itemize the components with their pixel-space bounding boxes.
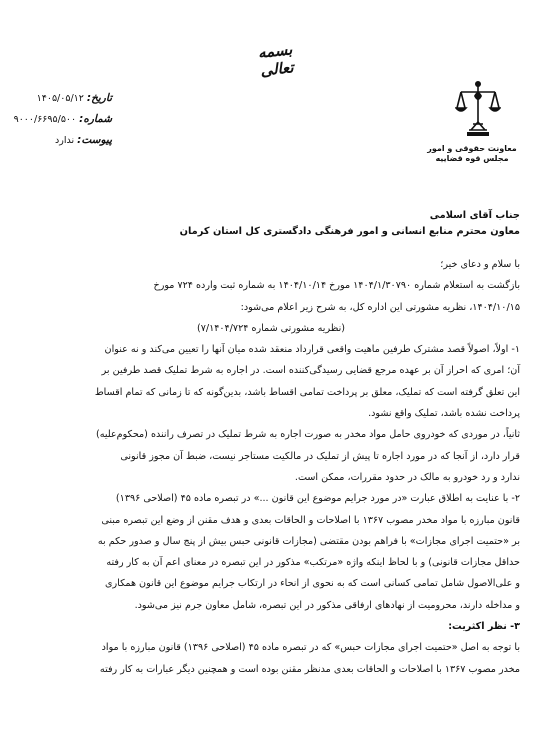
addressee-title: معاون محترم منابع انسانی و امور فرهنگی دادگستری کل استان کرمان — [179, 226, 520, 237]
paragraph-line: قرار دارد، از آنجا که در مورد اجاره تا پیش از تملیک در مالکیت مستاجر نیست، ضبط آن مجوز قانونی — [120, 450, 520, 462]
greeting: با سلام و دعای خیر؛ — [440, 259, 520, 270]
paragraph-line: آن؛ امری که احراز آن بر عهده مرجع قضایی رسیدگی‌کننده است. در اجاره به شرط تملیک قصد طرفین بر — [101, 365, 520, 377]
paragraph-line: ۲- با عنایت به اطلاق عبارت «در مورد جرایم موضوع این قانون ...» در تبصره ماده ۴۵ (اصلاحی ۱۳۹۶) — [115, 493, 520, 505]
bismillah-heading: بسمه تعالی — [257, 40, 295, 80]
attachment-row — [8, 130, 112, 151]
paragraph-line: ۱- اولاً، اصولاً قصد مشترک طرفین ماهیت واقعی قرارداد منعقد شده میان آنها را تعیین می‌کند و نه عنوان — [104, 344, 520, 356]
addressee-name: جناب آقای اسلامی — [429, 210, 520, 221]
number-row — [8, 109, 112, 130]
organization-caption: معاونت حقوقی و امور مجلس قوه قضاییه — [427, 144, 517, 163]
intro-line: ۱۴۰۴/۱۰/۱۵، نظریه مشورتی این اداره کل، به شرح زیر اعلام می‌شود: — [240, 301, 520, 313]
intro-line: بازگشت به استعلام شماره ۱۴۰۴/۱/۳۰۷۹۰ مورخ ۱۴۰۴/۱۰/۱۴ به شماره ثبت وارده ۷۲۴ مورخ — [153, 280, 520, 292]
opinion-reference: (نظریه مشورتی شماره ۷/۱۴۰۴/۷۲۴) — [196, 322, 346, 334]
paragraph-line: بر «حتمیت اجرای مجازات» با فراهم بودن مقتضی (مجازات قانونی حبس بیش از پنج سال و صدور حکم به — [97, 535, 520, 547]
section-heading: ۳- نظر اکثریت: — [448, 621, 520, 633]
attachment-label: پیوست: — [77, 134, 112, 146]
letter-body — [22, 209, 520, 680]
paragraph-line: این تعلق گرفته است که تملیک، معلق بر پرداخت تمامی اقساط باشد، بدین‌گونه که تا زمانی که تمام اقساط — [94, 386, 520, 398]
date-value: ۱۴۰۵/۰۵/۱۲ — [36, 93, 84, 104]
letter-metadata — [8, 88, 112, 151]
paragraph-line: و علی‌الاصول شامل تمامی کسانی است که به نحوی از انحاء در ارتکاب جرایم موضوع این قانون همکاری — [105, 578, 520, 590]
paragraph-line: قانون مبارزه با مواد مخدر مصوب ۱۳۶۷ با اصلاحات و الحاقات بعدی و هدف مقنن از وضع این تبصره مبنی — [101, 514, 520, 526]
date-label: تاریخ: — [86, 92, 112, 104]
paragraph-line: و مداخله دارند، محرومیت از نهادهای ارفاقی مذکور در این تبصره، شامل معاون جرم نیز می‌شود. — [134, 599, 520, 611]
number-value: ۹۰۰۰/۶۶۹۵/۵۰۰ — [13, 114, 77, 125]
date-row — [8, 88, 112, 109]
attachment-value: ندارد — [55, 135, 75, 146]
judiciary-emblem-icon — [455, 78, 501, 140]
paragraph-line: حداقل مجازات قانونی) و با لحاظ اینکه واژه «مرتکب» مذکور در این تبصره در معنای اعم آن به کار رفته — [106, 557, 520, 569]
number-label: شماره: — [79, 113, 112, 125]
paragraph-line: با توجه به اصل «حتمیت اجرای مجازات حبس» که در تبصره ماده ۴۵ (اصلاحی ۱۳۹۶) قانون مبارزه با مواد — [101, 642, 520, 654]
paragraph-line: مخدر مصوب ۱۳۶۷ با اصلاحات و الحاقات بعدی مدنظر مقنن بوده است و همچنین دیگر عبارات به کار رفته — [99, 663, 520, 675]
paragraph-line: پرداخت نشده باشد، تملیک واقع نشود. — [368, 408, 520, 420]
paragraph-line: ثانیاً، در موردی که خودروی حامل مواد مخدر به صورت اجاره به شرط تملیک در تصرف راننده (محکوم‌علیه) — [95, 429, 520, 441]
paragraph-line: ندارد و رد خودرو به مالک در حدود مقررات، ممکن است. — [294, 471, 520, 483]
